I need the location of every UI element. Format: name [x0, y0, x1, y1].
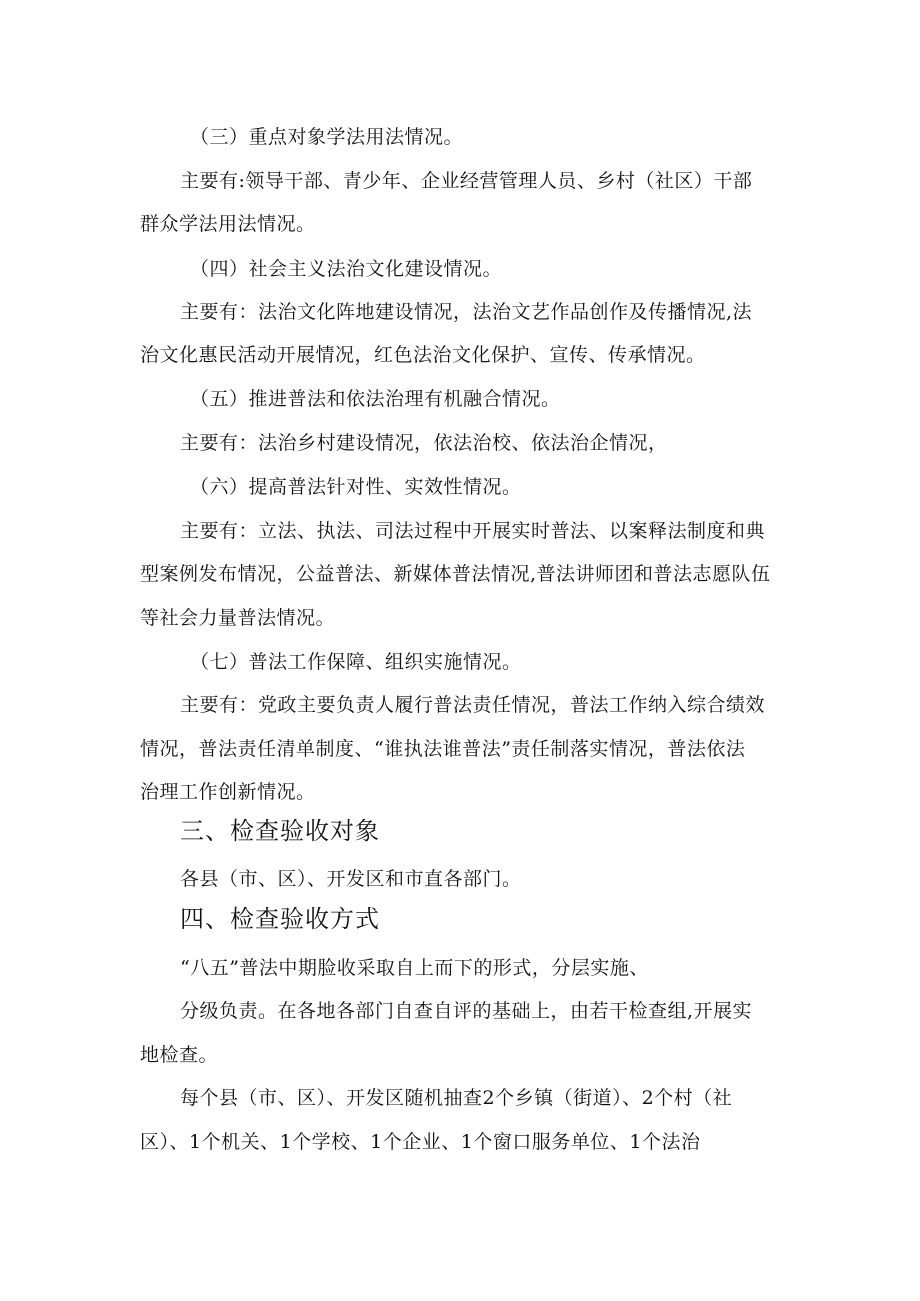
paragraph-line: 分级负责。在各地各部门自查自评的基础上，由若干检查组,开展实: [180, 1000, 753, 1022]
paragraph-line: “八五”普法中期脸收采取自上而下的形式，分层实施、: [180, 957, 649, 979]
paragraph-line: 群众学法用法情况。: [140, 213, 316, 235]
heading-inspection-methods: 四、检查验收方式: [180, 905, 380, 933]
paragraph-line: 主要有：法治文化阵地建设情况，法治文艺作品创作及传播情况,法: [180, 301, 753, 323]
paragraph-line: 主要有：立法、执法、司法过程中开展实时普法、以案释法制度和典: [180, 520, 766, 542]
paragraph-line: 型案例发布情况，公益普法、新媒体普法情况,普法讲师团和普法志愿队伍: [140, 563, 771, 585]
paragraph-line: 等社会力量普法情况。: [140, 607, 336, 629]
section-five-title: （五）推进普法和依法治理有机融合情况。: [190, 388, 561, 410]
paragraph-line: 情况，普法责任清单制度、“谁执法谁普法”责任制落实情况，普法依法: [140, 738, 746, 760]
section-six-title: （六）提高普法针对性、实效性情况。: [190, 476, 522, 498]
heading-inspection-targets: 三、检查验收对象: [180, 817, 380, 845]
paragraph-line: 每个县（市、区）、开发区随机抽查2个乡镇（街道）、2个村（社: [180, 1087, 733, 1109]
paragraph-line: 治文化惠民活动开展情况，红色法治文化保护、宣传、传承情况。: [140, 344, 706, 366]
section-seven-title: （七）普法工作保障、组织实施情况。: [190, 651, 522, 673]
paragraph-line: 主要有：法治乡村建设情况，依法治校、依法治企情况，: [180, 432, 668, 454]
paragraph-line: 各县（市、区）、开发区和市直各部门。: [180, 868, 522, 890]
paragraph-line: 治理工作创新情况。: [140, 781, 316, 803]
paragraph-line: 区）、1个机关、1个学校、1个企业、1个窗口服务单位、1个法治: [140, 1131, 701, 1153]
paragraph-line: 主要有：党政主要负责人履行普法责任情况，普法工作纳入综合绩效: [180, 694, 766, 716]
paragraph-line: 地检查。: [140, 1044, 219, 1066]
paragraph-line: 主要有:领导干部、青少年、企业经营管理人员、乡村（社区）干部: [180, 170, 753, 192]
section-four-title: （四）社会主义法治文化建设情况。: [190, 258, 503, 280]
section-three-title: （三）重点对象学法用法情况。: [190, 126, 464, 148]
